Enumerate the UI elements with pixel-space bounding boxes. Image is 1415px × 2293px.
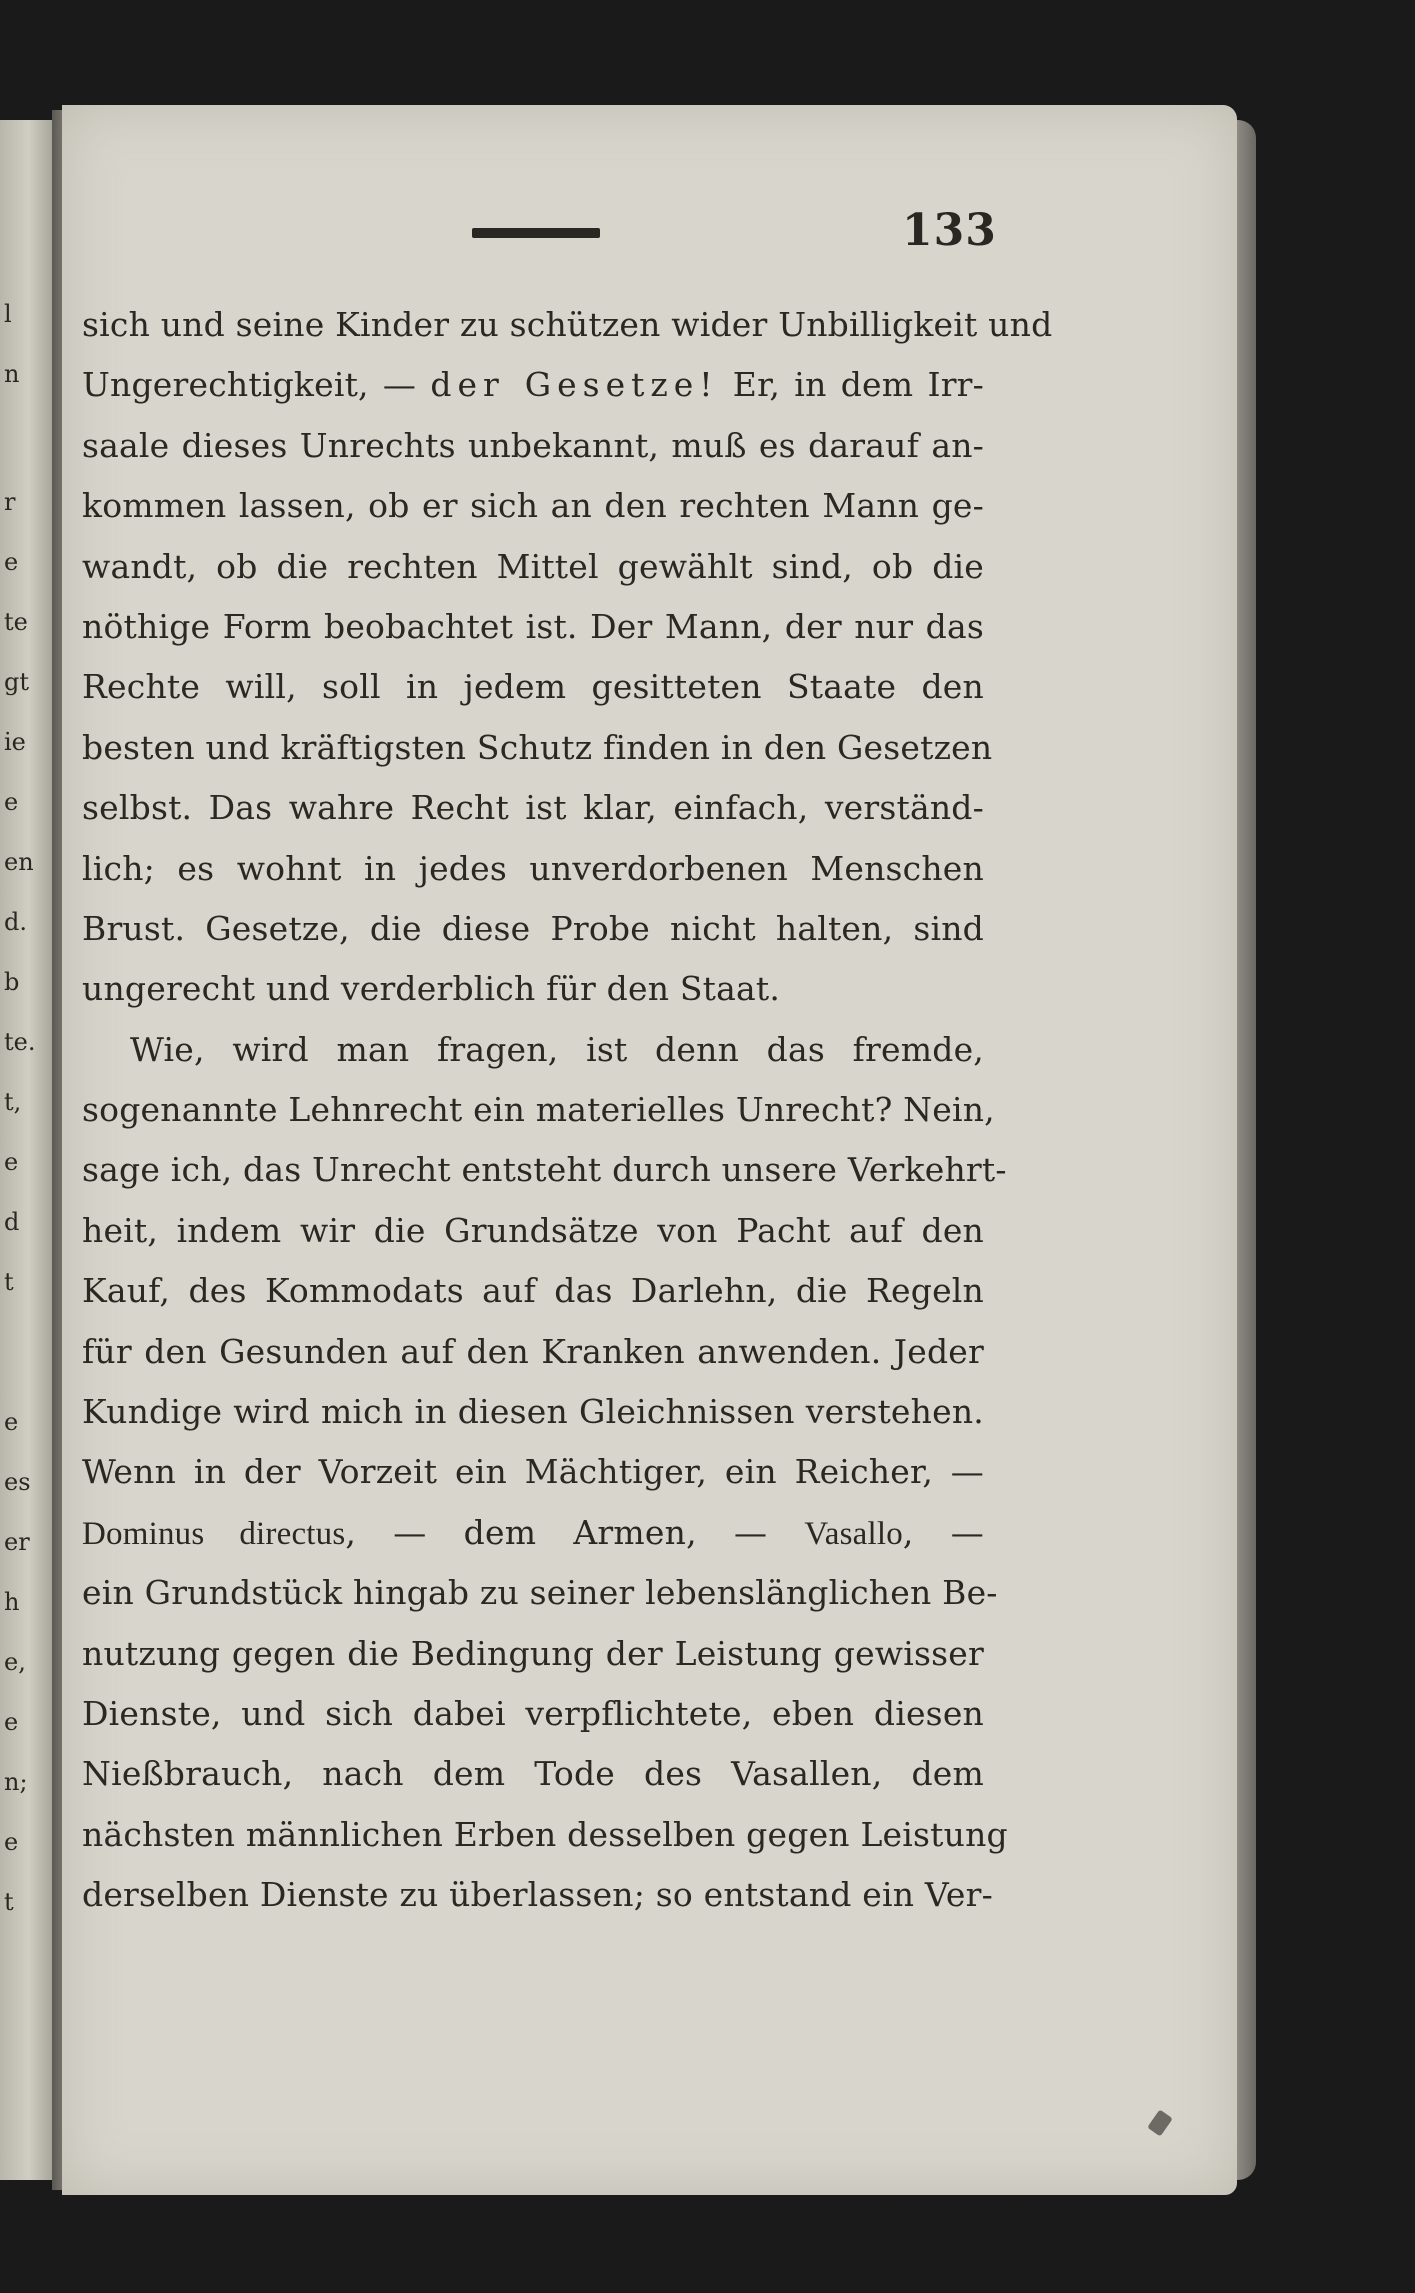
fragment: e [4, 1828, 19, 1856]
fragment: te. [4, 1028, 36, 1056]
text-line: saale dieses Unrechts unbekannt, muß es darauf an- [82, 425, 984, 465]
fragment: ie [4, 728, 26, 756]
text-line: selbst. Das wahre Recht ist klar, einfach, verständ- [82, 788, 984, 828]
text-line: sich und seine Kinder zu schützen wider Unbilligkeit und [82, 305, 1053, 344]
fragment: n [4, 360, 20, 388]
text-line: Wie, wird man fragen, ist denn das fremde, [130, 1029, 984, 1069]
text-line: Rechte will, soll in jedem gesitteten Staate den [82, 667, 984, 707]
fragment: d. [4, 908, 27, 936]
fragment: t, [4, 1088, 22, 1116]
header-ornament-rule [472, 228, 600, 238]
text-line: besten und kräftigsten Schutz finden in den Gesetzen [82, 727, 993, 767]
text-line: derselben Dienste zu überlassen; so entstand ein Ver- [82, 1875, 993, 1915]
text-line: heit, indem wir die Grundsätze von Pacht auf den [82, 1210, 984, 1250]
text-line: Kundige wird mich in diesen Gleichnissen verstehen. [82, 1392, 984, 1432]
adjacent-page-text-fragments [0, 120, 52, 2180]
text-segment: , — [902, 1512, 984, 1552]
text-line: kommen lassen, ob er sich an den rechten Mann ge- [82, 486, 984, 526]
text-line: wandt, ob die rechten Mittel gewählt sind, ob die [82, 546, 984, 586]
text-line: Brust. Gesetze, die diese Probe nicht halten, sind [82, 908, 984, 948]
emphasized-text: der Gesetze! [430, 365, 719, 405]
fragment: e [4, 788, 19, 816]
text-line [82, 355, 984, 415]
fragment: n; [4, 1768, 28, 1796]
fragment: l [4, 300, 12, 328]
fragment: b [4, 968, 20, 996]
fragment: en [4, 848, 34, 876]
text-line: sogenannte Lehnrecht ein materielles Unrecht? Nein, [82, 1090, 995, 1130]
fragment: h [4, 1588, 20, 1616]
fragment: e [4, 1708, 19, 1736]
text-line: sage ich, das Unrecht entsteht durch unsere Verkehrt- [82, 1150, 1007, 1190]
fragment: t [4, 1268, 14, 1296]
adjacent-page-edge [0, 120, 52, 2180]
text-line: für den Gesunden auf den Kranken anwenden. Jeder [82, 1331, 984, 1371]
fragment: er [4, 1528, 30, 1556]
text-line: Dienste, und sich dabei verpflichtete, eben diesen [82, 1693, 984, 1733]
text-line [82, 1503, 984, 1563]
fragment: e [4, 1148, 19, 1176]
text-line: ungerecht und verderblich für den Staat. [82, 969, 781, 1009]
text-line: nächsten männlichen Erben desselben gegen Leistung [82, 1814, 1008, 1854]
fragment: r [4, 488, 16, 516]
text-line: Kauf, des Kommodats auf das Darlehn, die Regeln [82, 1271, 984, 1311]
body-text [82, 295, 1053, 1926]
page-number: 133 [902, 205, 997, 256]
fragment: t [4, 1888, 14, 1916]
text-line: nöthige Form beobachtet ist. Der Mann, der nur das [82, 606, 984, 646]
text-line: ein Grundstück hingab zu seiner lebenslänglichen Be- [82, 1573, 998, 1613]
fragment: es [4, 1468, 31, 1496]
text-segment: , — dem Armen, — [345, 1512, 805, 1552]
latin-term: Dominus directus [82, 1515, 346, 1552]
fragment: e [4, 548, 19, 576]
text-line: Wenn in der Vorzeit ein Mächtiger, ein Reicher, — [82, 1452, 984, 1492]
text-line: Nießbrauch, nach dem Tode des Vasallen, dem [82, 1754, 984, 1794]
latin-term: Vasallo [804, 1515, 903, 1552]
fragment: gt [4, 668, 30, 696]
text-line: lich; es wohnt in jedes unverdorbenen Menschen [82, 848, 984, 888]
text-segment: Ungerechtigkeit, — [82, 365, 431, 405]
fragment: e, [4, 1648, 26, 1676]
fragment: e [4, 1408, 19, 1436]
fragment: te [4, 608, 28, 636]
text-line: nutzung gegen die Bedingung der Leistung gewisser [82, 1633, 984, 1673]
fragment: d [4, 1208, 20, 1236]
text-segment: Er, in dem Irr- [718, 365, 984, 405]
